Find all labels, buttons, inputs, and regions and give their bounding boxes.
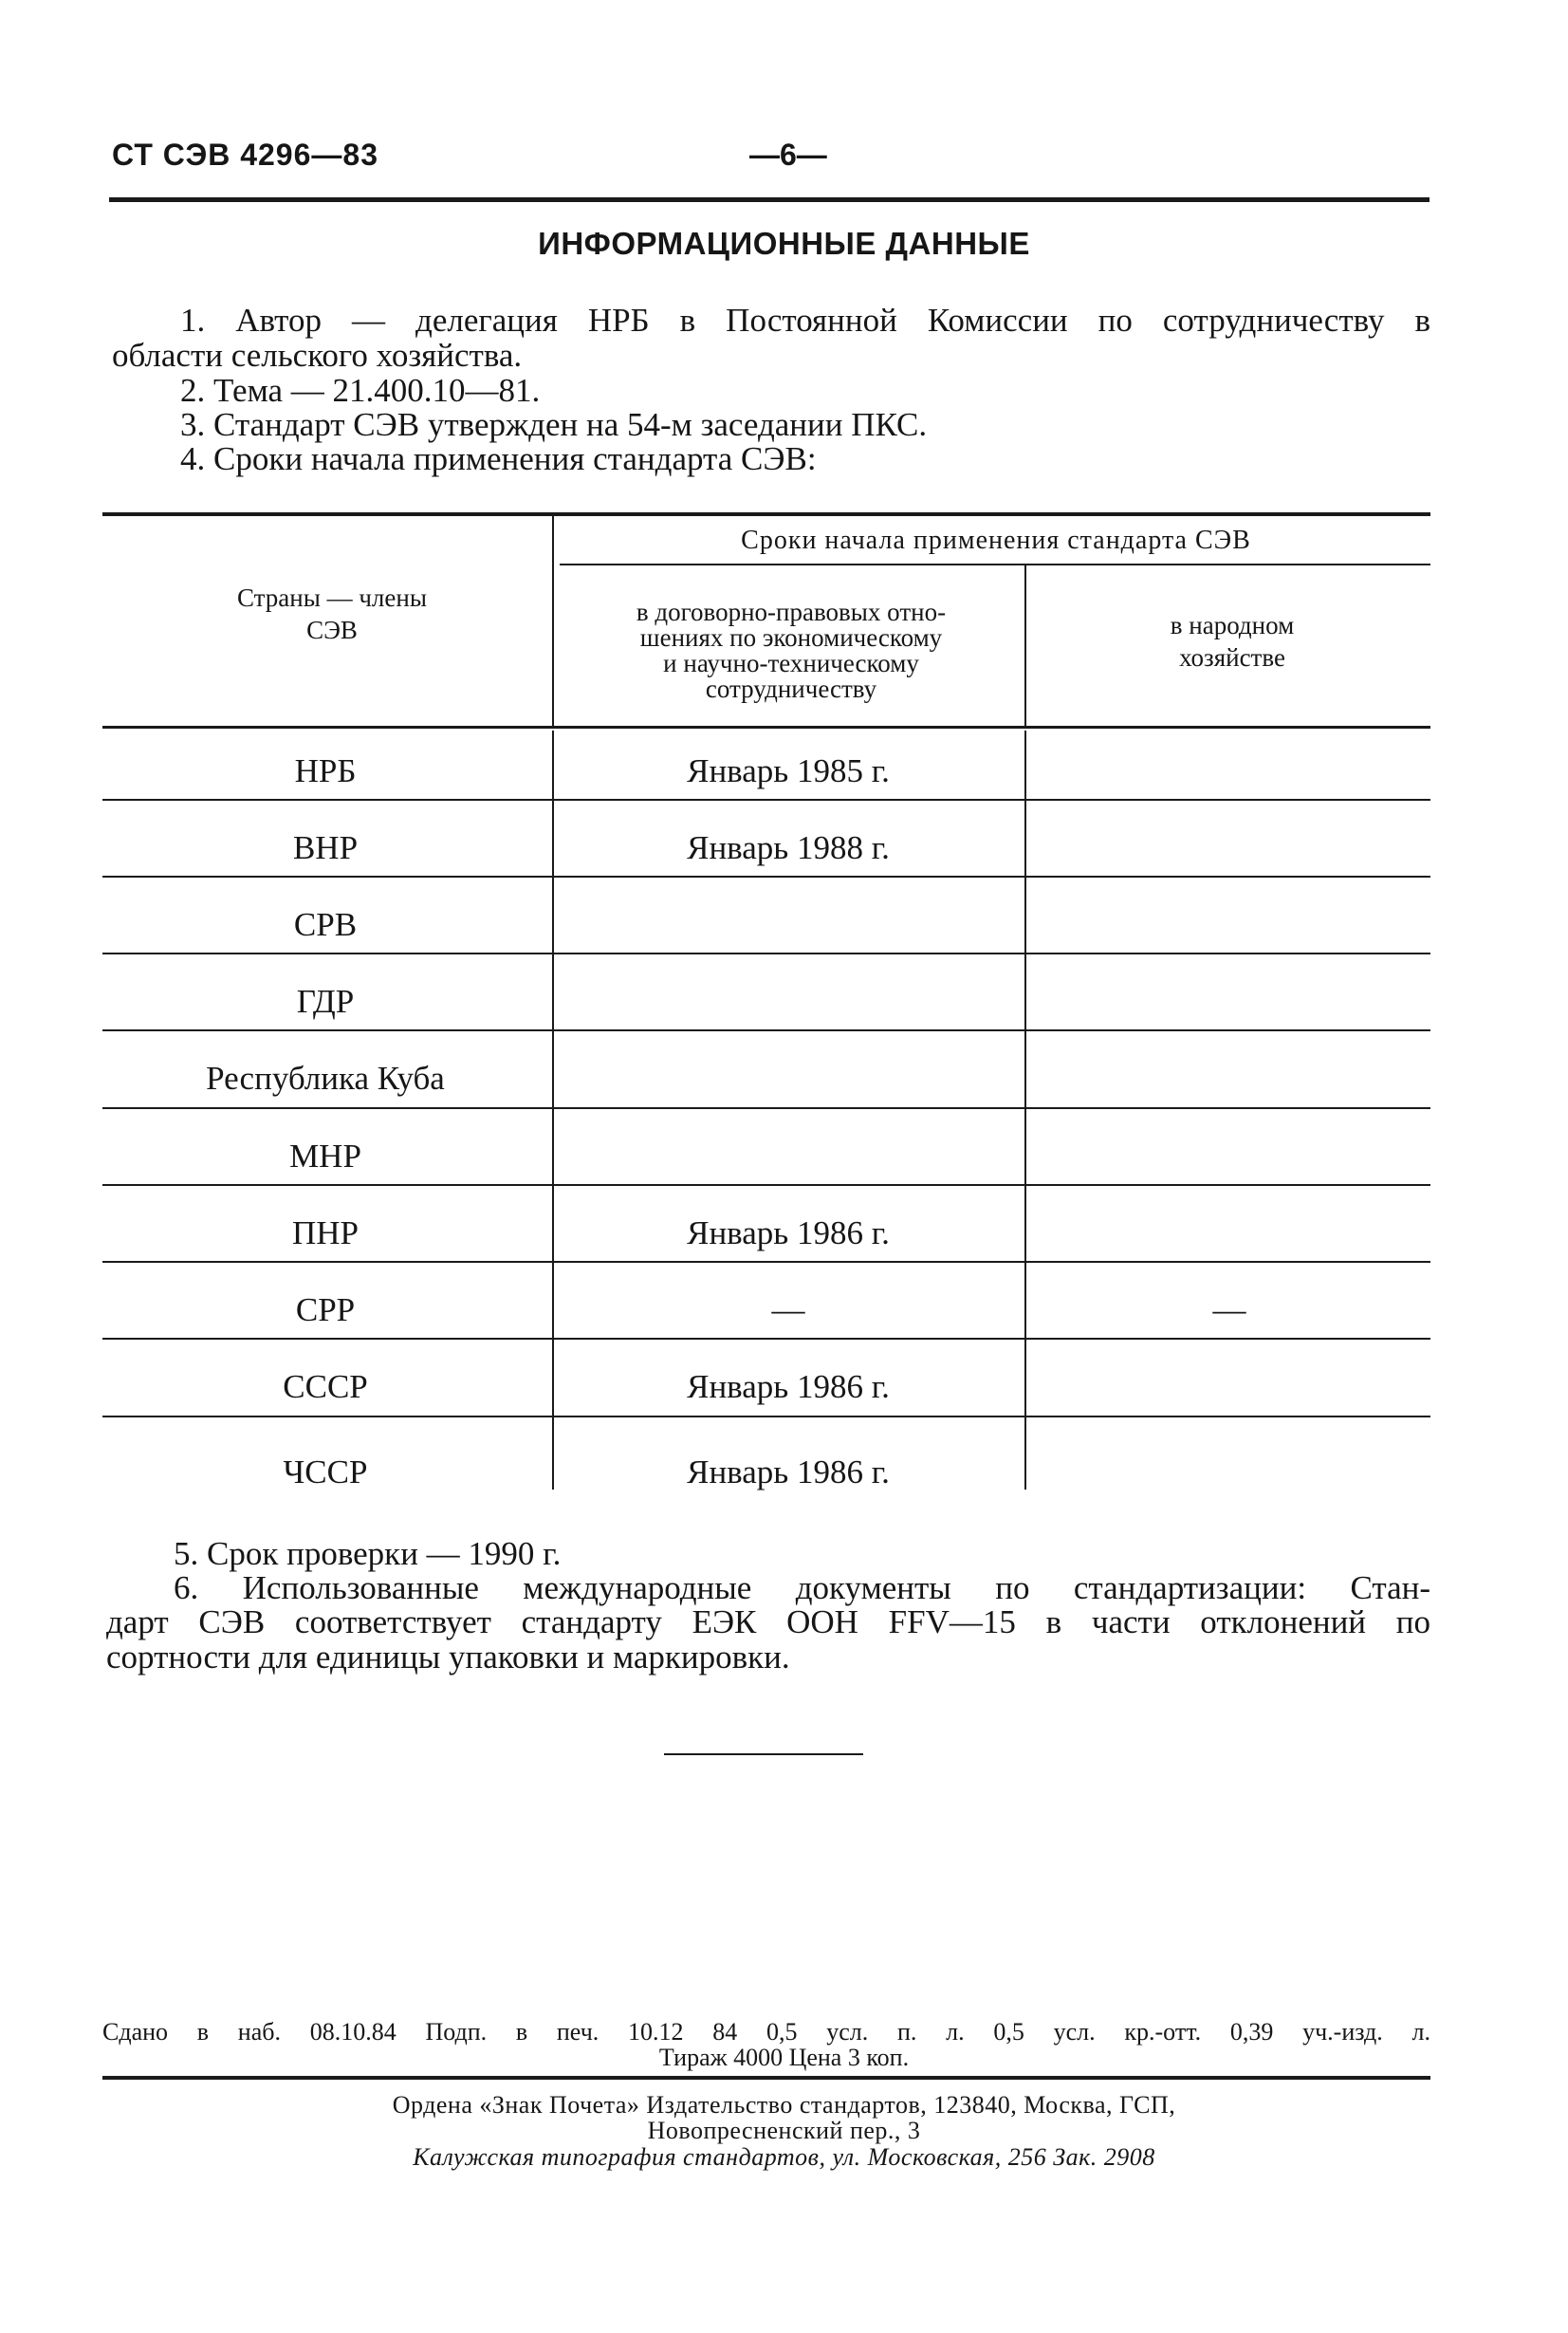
page-title: ИНФОРМАЦИОННЫЕ ДАННЫЕ [538,226,1030,261]
page-number: —6— [749,138,827,172]
row-rule [102,1107,1430,1109]
col-treaty-header-line-2: шениях по экономическому [639,623,943,652]
body-divider-1 [552,731,554,1490]
country-cell: ПНР [291,1214,360,1251]
imprint-line-2: Тираж 4000 Цена 3 коп. [658,2044,910,2071]
publisher-line-1: Ордена «Знак Почета» Издательство стандартов, 123840, Москва, ГСП, [392,2091,1176,2119]
col-countries-header-line-2: СЭВ [306,616,358,644]
row-rule [102,1184,1430,1186]
header-bottom-rule [102,726,1430,729]
country-cell: ГДР [296,983,355,1020]
row-rule [102,1029,1430,1031]
treaty-date-cell: Январь 1986 г. [687,1453,890,1491]
table-top-rule [102,512,1430,516]
item-2: 2. Тема — 21.400.10—81. [180,372,541,409]
item-6-line-1: 6. Использованные международные документы по стандартизации: Стан- [174,1569,1430,1606]
row-rule [102,799,1430,801]
row-rule [102,1416,1430,1417]
item-1-line-2: области сельского хозяйства. [112,337,523,374]
treaty-date-cell: Январь 1986 г. [687,1368,890,1405]
row-rule [102,1338,1430,1340]
item-3: 3. Стандарт СЭВ утвержден на 54-м заседании ПКС. [180,406,928,443]
item-6-line-3: сортности для единицы упаковки и маркировки. [106,1639,790,1676]
treaty-date-cell: Январь 1986 г. [687,1214,890,1251]
economy-date-cell: — [1212,1291,1246,1328]
col-economy-header-line-1: в народном [1170,611,1295,639]
country-cell: СРР [295,1291,356,1328]
header-divider-2 [1024,565,1026,727]
item-6-line-2: дарт СЭВ соответствует стандарту ЕЭК ООН FFV—15 в части отклонений по [106,1603,1430,1640]
imprint-line-1: Сдано в наб. 08.10.84 Подп. в печ. 10.12 84 0,5 усл. п. л. 0,5 усл. кр.-отт. 0,39 уч.-изд. л. [102,2018,1430,2046]
document-code: СТ СЭВ 4296—83 [112,138,378,172]
col-treaty-header-line-1: в договорно-правовых отно- [636,598,947,626]
country-cell: МНР [289,1138,361,1175]
col-countries-header-line-1: Страны — члены [237,583,427,612]
imprint-rule [102,2076,1430,2080]
col-economy-header-line-2: хозяйстве [1179,643,1285,672]
item-4: 4. Сроки начала применения стандарта СЭВ: [180,440,817,477]
col-treaty-header-line-3: и научно-техническому [663,649,919,677]
row-rule [102,953,1430,954]
publisher-line-2: Новопресненский пер., 3 [647,2117,921,2144]
body-divider-2 [1024,731,1026,1490]
country-cell: ЧССР [283,1453,368,1491]
section-divider [664,1753,863,1755]
col-treaty-header-line-4: сотрудничеству [705,675,877,703]
treaty-date-cell: — [771,1291,805,1328]
item-5: 5. Срок проверки — 1990 г. [174,1535,562,1572]
country-cell: СРВ [293,906,358,943]
header-divider-1 [552,516,554,727]
country-cell: ВНР [292,829,359,866]
country-cell: Республика Куба [206,1060,445,1097]
country-cell: НРБ [294,752,357,789]
printer-line: Калужская типография стандартов, ул. Московская, 256 Зак. 2908 [413,2143,1155,2171]
country-cell: СССР [283,1368,368,1405]
row-rule [102,1261,1430,1263]
treaty-date-cell: Январь 1988 г. [687,829,890,866]
row-rule [102,876,1430,878]
treaty-date-cell: Январь 1985 г. [687,752,890,789]
item-1-line-1: 1. Автор — делегация НРБ в Постоянной Комиссии по сотрудничеству в [180,302,1430,339]
group-header-rule [560,564,1430,565]
group-header: Сроки начала применения стандарта СЭВ [741,526,1251,555]
